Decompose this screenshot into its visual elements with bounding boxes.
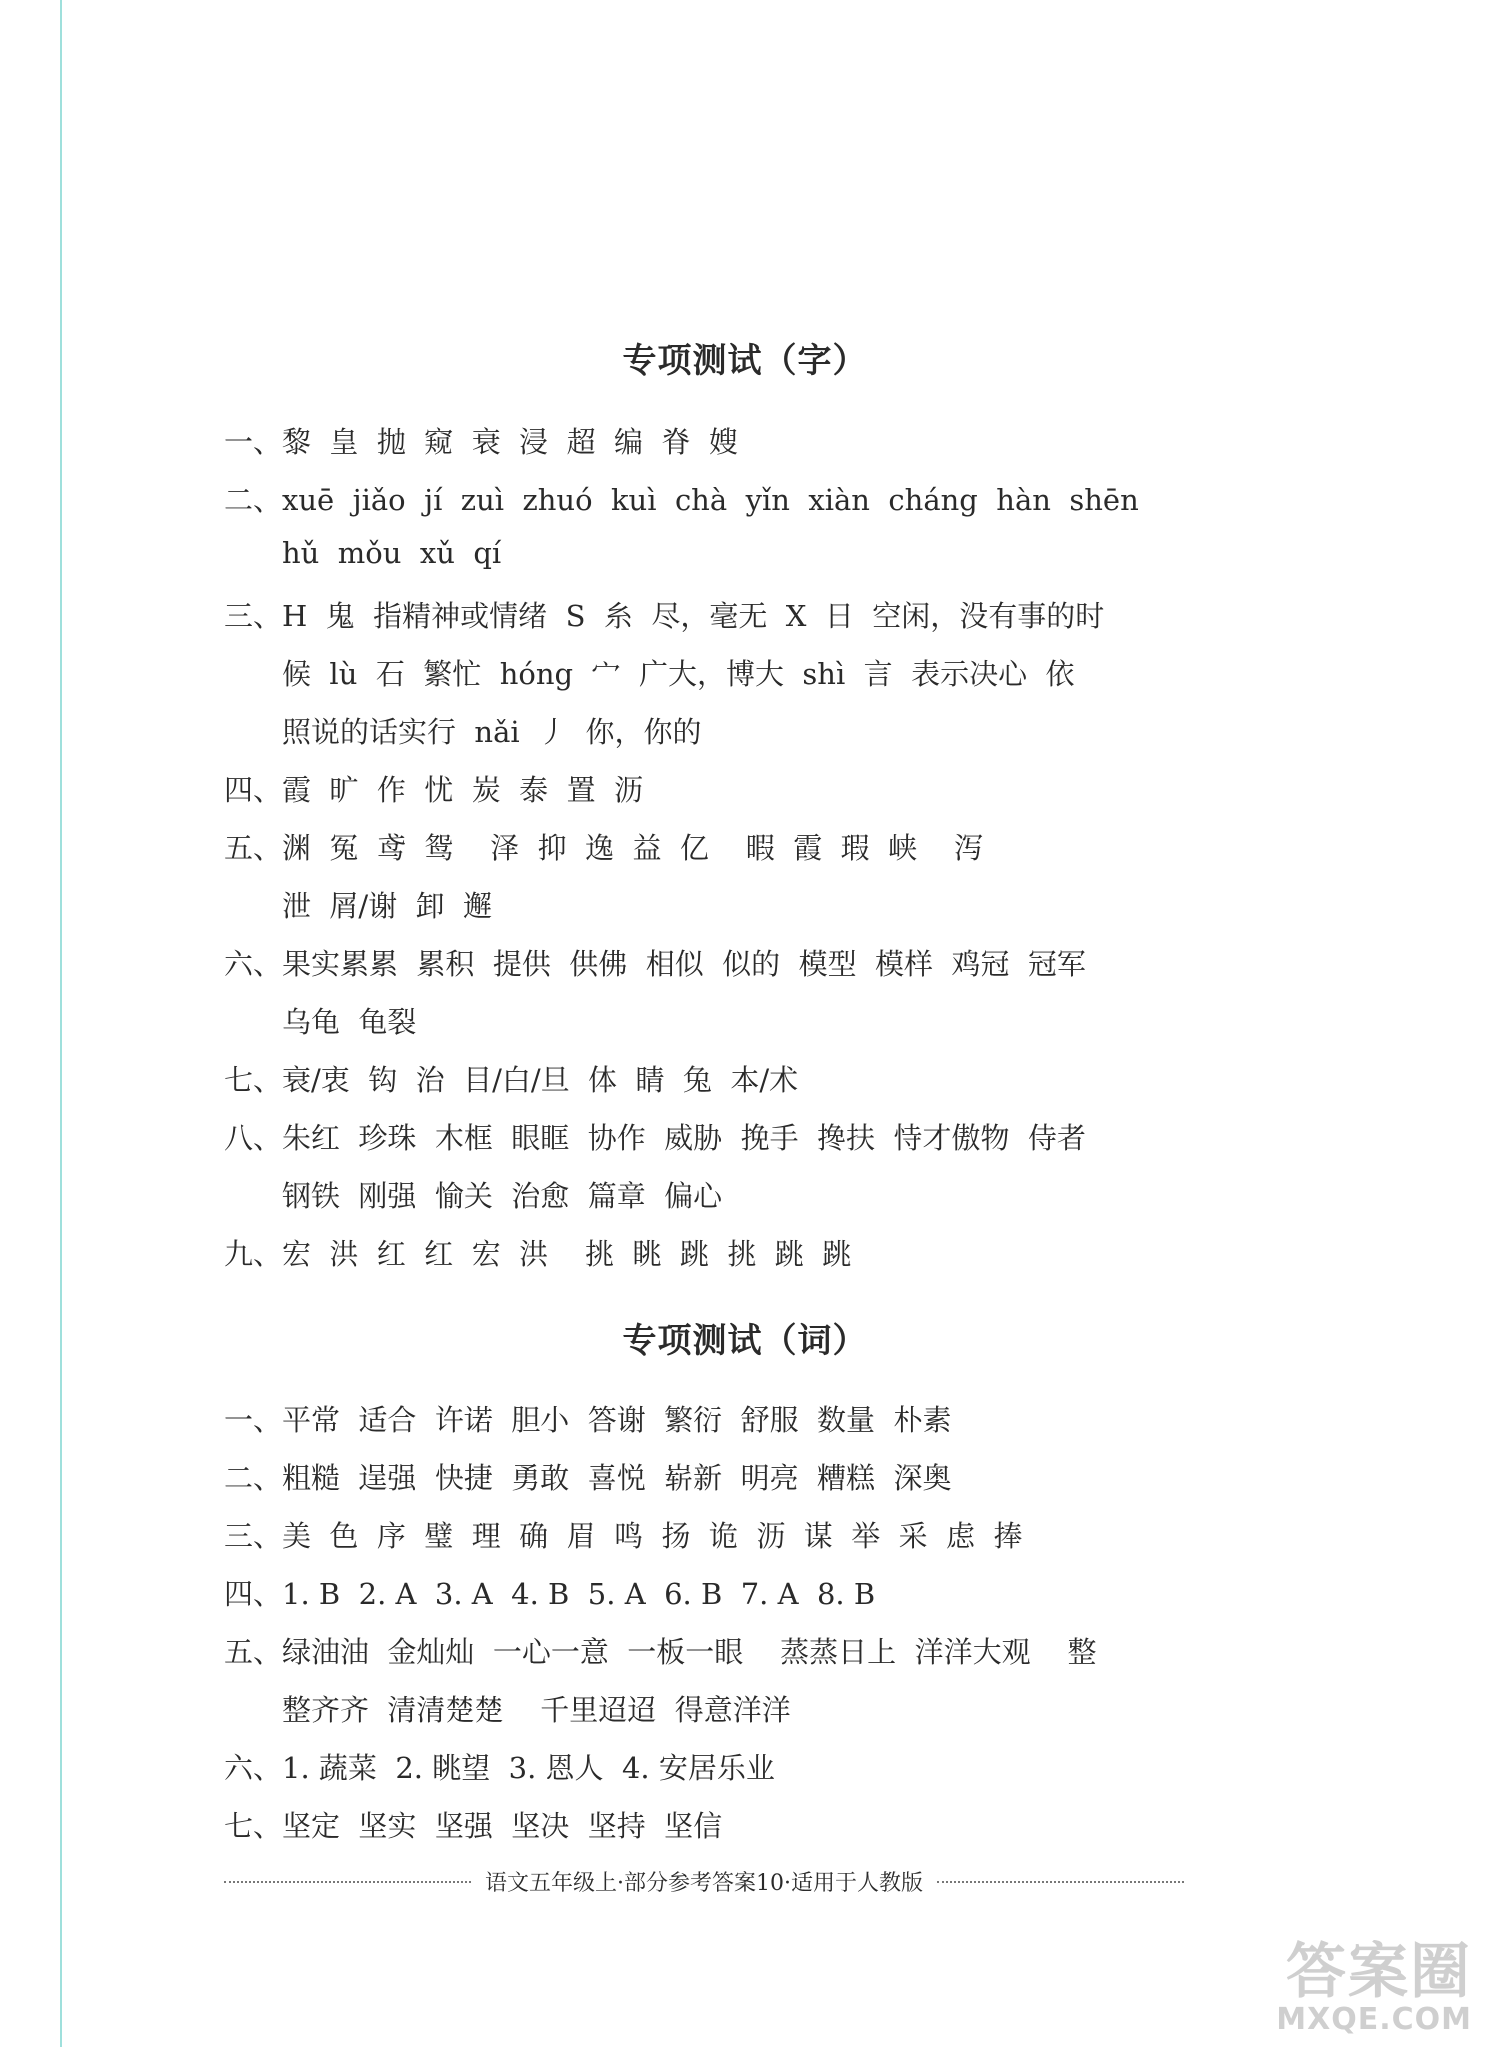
page-footer <box>224 1866 1184 1897</box>
answer-line: 七、衰/衷 钩 治 目/白/旦 体 睛 兔 本/术 <box>224 1063 799 1097</box>
answer-line: 四、1. B 2. A 3. A 4. B 5. A 6. B 7. A 8. B <box>224 1577 876 1611</box>
answer-line: 乌龟 龟裂 <box>282 1005 417 1039</box>
answer-line: 六、1. 蔬菜 2. 眺望 3. 恩人 4. 安居乐业 <box>224 1751 775 1785</box>
footer-dotted-rule-left <box>224 1881 471 1883</box>
answer-line: 四、霞 旷 作 忧 炭 泰 置 沥 <box>224 773 644 807</box>
answer-line: 六、果实累累 累积 提供 供佛 相似 似的 模型 模样 鸡冠 冠军 <box>224 947 1086 981</box>
watermark-logo-text: 答案圈 <box>1286 1937 1472 2007</box>
answer-line: 整齐齐 清清楚楚 千里迢迢 得意洋洋 <box>282 1693 791 1727</box>
answer-line: hǔ mǒu xǔ qí <box>282 536 502 570</box>
footer-dotted-rule-right <box>937 1881 1184 1883</box>
answer-line: 五、渊 冤 鸢 鸳 泽 抑 逸 益 亿 暇 霞 瑕 峡 泻 <box>224 831 983 865</box>
answer-line: 候 lù 石 繁忙 hóng 宀 广大，博大 shì 言 表示决心 依 <box>282 657 1075 691</box>
watermark-url: MXQE.COM <box>1276 2002 1472 2037</box>
answer-line: 一、平常 适合 许诺 胆小 答谢 繁衍 舒服 数量 朴素 <box>224 1403 952 1437</box>
answer-line: 九、宏 洪 红 红 宏 洪 挑 眺 跳 挑 跳 跳 <box>224 1237 852 1271</box>
answer-line: 三、美 色 序 璧 理 确 眉 鸣 扬 诡 沥 谋 举 采 虑 捧 <box>224 1519 1023 1553</box>
answer-line: 二、xuē jiǎo jí zuì zhuó kuì chà yǐn xiàn cháng hàn shēn <box>224 483 1139 517</box>
answer-line: 钢铁 刚强 愉关 治愈 篇章 偏心 <box>282 1179 723 1213</box>
answer-line: 泄 屑/谢 卸 邂 <box>282 889 493 923</box>
watermark-logo <box>1276 1937 1472 2037</box>
answer-line: 七、坚定 坚实 坚强 坚决 坚持 坚信 <box>224 1809 723 1843</box>
page-edge-line <box>60 0 62 2047</box>
answer-line: 五、绿油油 金灿灿 一心一意 一板一眼 蒸蒸日上 洋洋大观 整 <box>224 1635 1097 1669</box>
footer-text: 语文五年级上·部分参考答案10·适用于人教版 <box>485 1871 923 1896</box>
section-title-words: 专项测试（词） <box>622 1321 868 1361</box>
section-title-characters: 专项测试（字） <box>622 341 868 381</box>
answer-line: 照说的话实行 nǎi 丿 你，你的 <box>282 715 702 749</box>
answer-line: 八、朱红 珍珠 木框 眼眶 协作 威胁 挽手 搀扶 恃才傲物 侍者 <box>224 1121 1086 1155</box>
answer-line: 三、H 鬼 指精神或情绪 S 糸 尽，毫无 X 日 空闲，没有事的时 <box>224 599 1105 633</box>
answer-line: 一、黎 皇 抛 窥 衰 浸 超 编 脊 嫂 <box>224 425 738 459</box>
answer-line: 二、粗糙 逞强 快捷 勇敢 喜悦 崭新 明亮 糟糕 深奥 <box>224 1461 952 1495</box>
